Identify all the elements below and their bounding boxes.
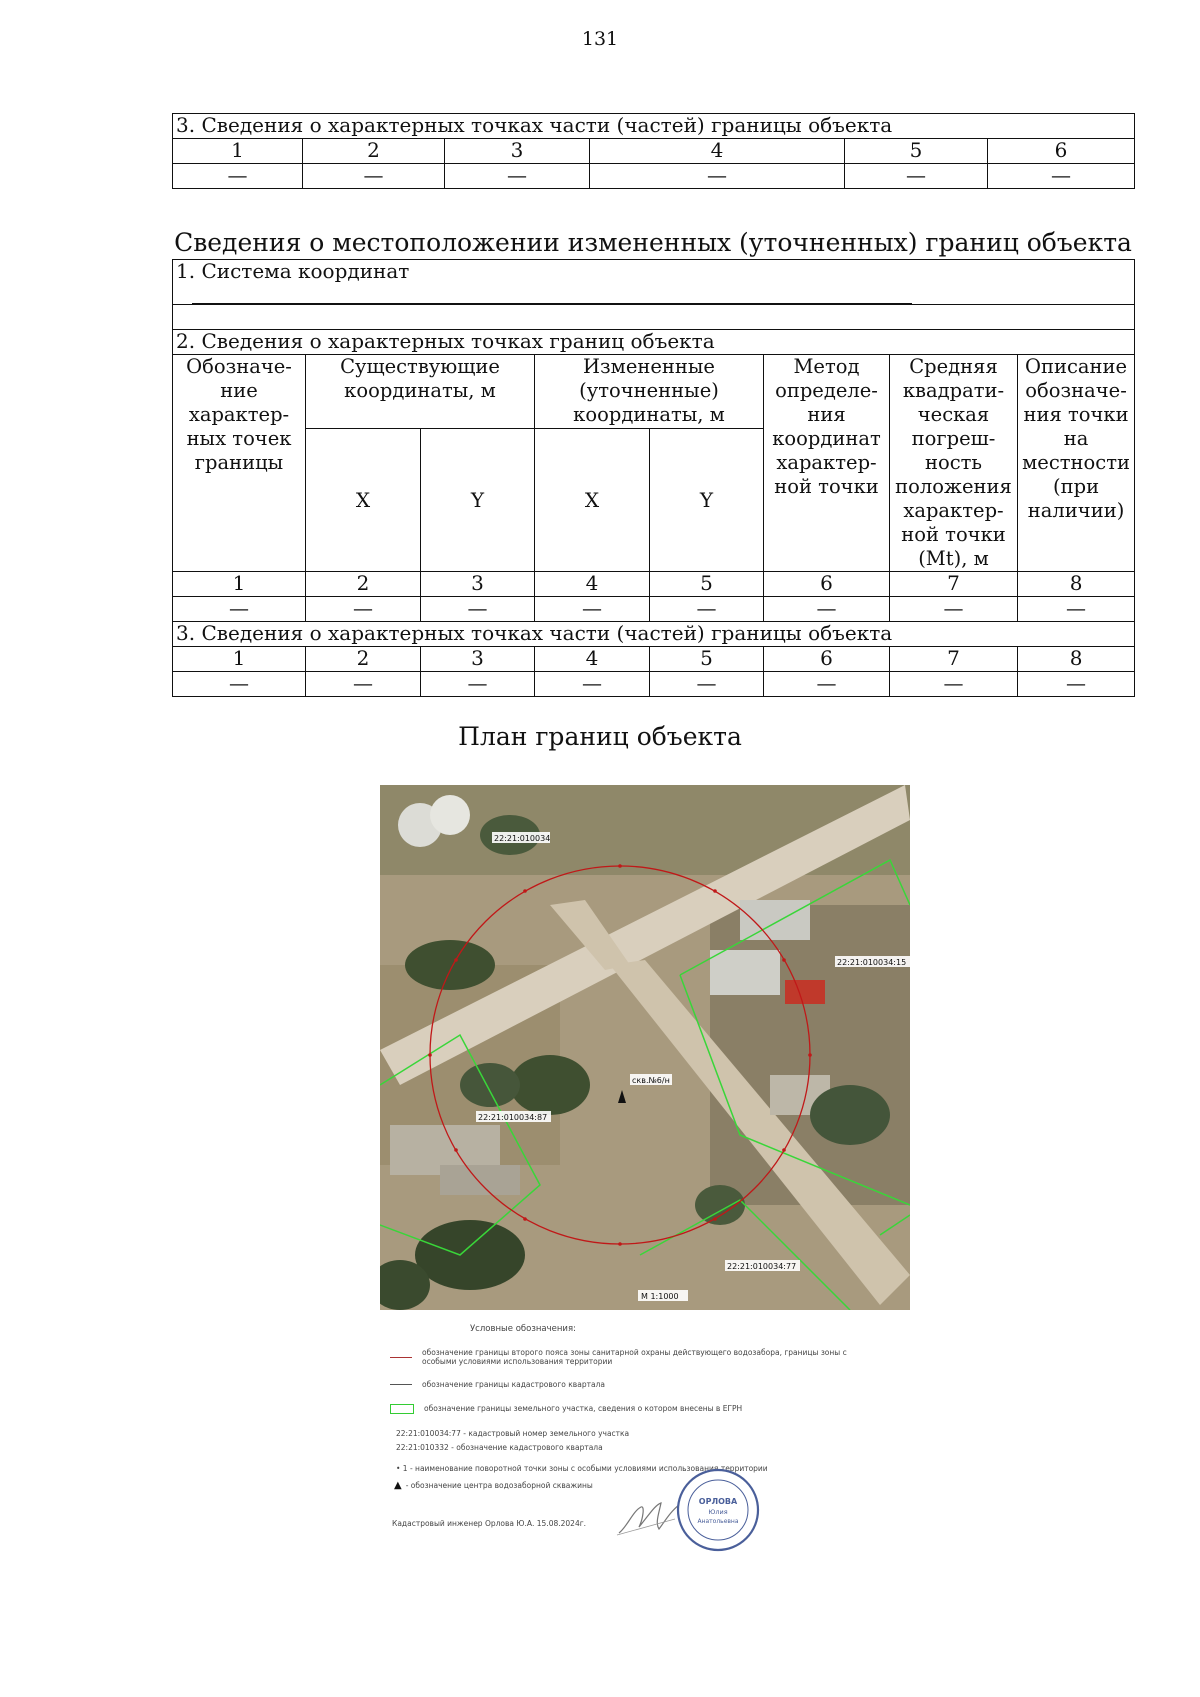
header-y: Y [421,429,535,572]
quarter-label: 22:21:010034 [494,834,551,843]
col-number: 3 [421,647,535,672]
plan-title: План границ объекта [458,722,742,751]
parcel-label-15: 22:21:010034:15 [837,958,907,967]
col-number: 5 [845,139,988,164]
empty-cell: — [764,672,890,697]
well-label: скв.№6/н [632,1076,670,1085]
parts-section-title: 3. Сведения о характерных точках части (частей) границы объекта [173,622,1135,647]
legend-item [390,1404,864,1414]
empty-cell: — [1018,672,1135,697]
header-description: Описание обозначе- ния точки на местности (при наличии) [1018,355,1135,572]
green-box-icon [390,1404,414,1414]
empty-cell: — [306,597,421,622]
boundary-point [618,864,622,868]
empty-cell: — [306,672,421,697]
header-existing-coords: Существующие координаты, м [306,355,535,429]
boundary-point [454,958,458,962]
tree-cluster [405,940,495,990]
roof [785,980,825,1004]
tree-cluster [810,1085,890,1145]
well-icon: ▲ [394,1480,402,1491]
col-number: 2 [306,647,421,672]
legend-text: - обозначение центра водозаборной скважины [405,1480,593,1490]
empty-cell: — [764,597,890,622]
col-number: 4 [535,572,650,597]
empty-cell: — [845,164,988,189]
points-section-title: 2. Сведения о характерных точках границ объекта [173,330,1135,355]
legend-text: обозначение границы земельного участка, сведения о котором внесены в ЕГРН [424,1404,743,1414]
legend-text: 22:21:010034:77 - кадастровый номер земельного участка [396,1429,630,1438]
boundary-point [523,1217,527,1221]
empty-cell: — [445,164,590,189]
legend-item [390,1348,862,1367]
legend-item [390,1380,862,1389]
col-number: 7 [890,572,1018,597]
stamp-name: ОРЛОВА [698,1497,738,1506]
col-number: 1 [173,139,303,164]
legend-item [394,1480,846,1491]
legend-text: 22:21:010332 - обозначение кадастрового квартала [396,1443,603,1452]
col-number: 3 [421,572,535,597]
empty-cell: — [421,672,535,697]
page-number: 131 [581,28,619,50]
header-designation: Обозначе- ние характер- ных точек границы [173,355,306,572]
tree-cluster [460,1063,520,1107]
engineer-signature-line: Кадастровый инженер Орлова Ю.А. 15.08.2024г. [392,1519,587,1528]
empty-cell: — [173,672,306,697]
tree-cluster [510,1055,590,1115]
col-number: 5 [650,572,764,597]
boundary-point [523,889,527,893]
col-number: 6 [764,647,890,672]
col-number: 4 [535,647,650,672]
col-number: 1 [173,647,306,672]
boundary-point [454,1148,458,1152]
building [440,1165,520,1195]
empty-cell: — [173,164,303,189]
col-number: 6 [764,572,890,597]
red-line-icon [390,1357,412,1358]
map-svg [380,785,910,1310]
tree-cluster [695,1185,745,1225]
building [710,950,780,995]
empty-cell: — [890,597,1018,622]
boundary-point [428,1053,432,1057]
empty-cell: — [1018,597,1135,622]
parts-section-title: 3. Сведения о характерных точках части (частей) границы объекта [173,114,1135,139]
col-number: 7 [890,647,1018,672]
parts-points-table-top [172,113,1135,189]
boundary-point [713,889,717,893]
empty-cell: — [535,672,650,697]
boundary-point [618,1242,622,1246]
silo [430,795,470,835]
legend-text: обозначение границы второго пояса зоны санитарной охраны действующего водозабора, границы зоны с особыми условиями использования территории [422,1348,847,1367]
legend-text: обозначение границы кадастрового квартала [422,1380,605,1389]
stamp-patronymic: Анатольевна [697,1518,739,1525]
coordinate-system-label: 1. Система координат [176,259,410,283]
legend-title: Условные обозначения: [470,1324,576,1334]
empty-cell: — [421,597,535,622]
header-mean-error: Средняя квадрати- ческая погреш- ность положения характер- ной точки (Mt), м [890,355,1018,572]
col-number: 5 [650,647,764,672]
boundary-point [782,958,786,962]
changed-boundaries-table [172,259,1135,697]
legend-text: • 1 - наименование поворотной точки зоны с особыми условиями использования территории [396,1464,768,1473]
empty-cell: — [890,672,1018,697]
empty-cell: — [535,597,650,622]
col-number: 1 [173,572,306,597]
empty-cell: — [650,672,764,697]
blank-row [173,305,1135,330]
header-changed-coords: Измененные (уточненные) координаты, м [535,355,764,429]
section-heading: Сведения о местоположении измененных (уточненных) границ объекта [174,228,1132,257]
boundary-plan-map [380,785,910,1310]
col-number: 2 [306,572,421,597]
header-x: X [306,429,421,572]
official-stamp [676,1468,760,1552]
coordinate-system-blank [192,285,912,304]
col-number: 8 [1018,647,1135,672]
col-number: 2 [303,139,445,164]
scale-label: М 1:1000 [641,1292,679,1301]
empty-cell: — [173,597,306,622]
header-method: Метод определе- ния координат характер- ной точки [764,355,890,572]
gray-line-icon [390,1384,412,1385]
building [740,900,810,940]
boundary-point [808,1053,812,1057]
empty-cell: — [303,164,445,189]
tree-cluster [415,1220,525,1290]
stamp-first-name: Юлия [708,1508,728,1516]
boundary-point [782,1148,786,1152]
boundary-point [713,1217,717,1221]
parcel-label-87: 22:21:010034:87 [478,1113,548,1122]
col-number: 8 [1018,572,1135,597]
col-number: 6 [988,139,1135,164]
parcel-label-77: 22:21:010034:77 [727,1262,797,1271]
empty-cell: — [650,597,764,622]
empty-cell: — [988,164,1135,189]
empty-cell: — [590,164,845,189]
handwritten-signature [615,1497,685,1539]
header-x: X [535,429,650,572]
header-y: Y [650,429,764,572]
col-number: 4 [590,139,845,164]
coordinate-system-row [173,260,1135,305]
col-number: 3 [445,139,590,164]
